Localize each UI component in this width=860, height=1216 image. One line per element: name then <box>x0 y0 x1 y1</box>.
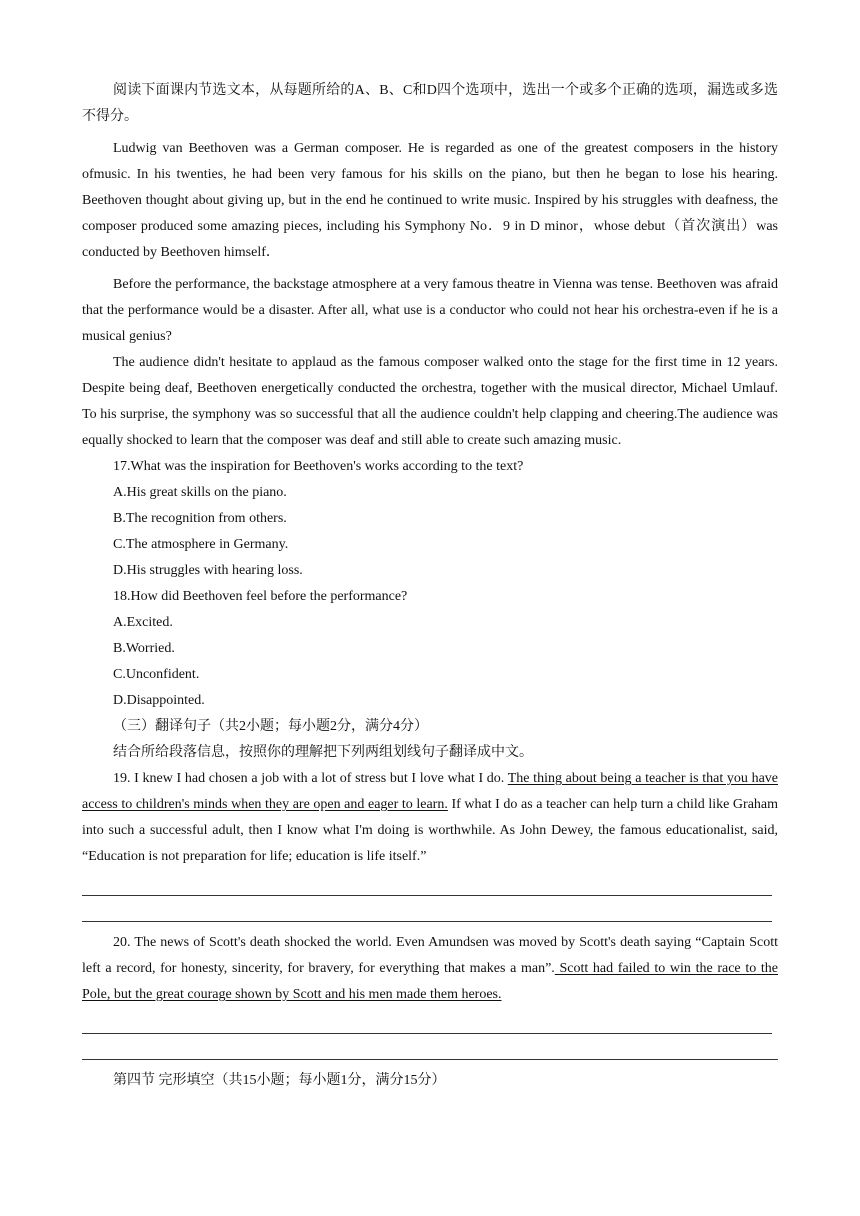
answer-line-20b[interactable] <box>82 1034 778 1060</box>
option-a: A.His great skills on the piano. <box>113 485 287 500</box>
question-stem: 18.How did Beethoven feel before the performance? <box>113 589 408 604</box>
answer-line-20a[interactable] <box>82 1008 772 1034</box>
question-17 <box>82 454 778 584</box>
answer-line-19b[interactable] <box>82 896 772 922</box>
question-20-text <box>82 930 778 1008</box>
section-3-heading: （三）翻译句子（共2小题；每小题2分，满分4分） <box>113 719 428 734</box>
option-a: A.Excited. <box>113 615 173 630</box>
option-b: B.The recognition from others. <box>113 511 287 526</box>
q19-underlined-sentence: The thing about being a teacher is that you have access to children's minds when they are open and eager to learn. <box>82 771 778 812</box>
passage-paragraph-3: The audience didn't hesitate to applaud as the famous composer walked onto the stage for the first time in 12 years. Despite being deaf, Beethoven energetically conducted the orchestra, together with the musical director, Michael Umlauf. To his surprise, the symphony was so successful that all the audience couldn't help clapping and cheering.The audience was equally shocked to learn that the composer was deaf and still able to create such amazing music. <box>82 355 778 448</box>
q20-underlined-sentence: Scott had failed to win the race to the Pole, but the great courage shown by Scott and his men made them heroes. <box>82 961 778 1002</box>
q19-tail-text: If what I do as a teacher can help turn a child like Graham into such a successful adult, then I know what I'm doing is worthwhile. As John Dewey, the famous educationalist, said, “Education is not preparation for life; education is life itself.” <box>82 797 779 864</box>
question-18 <box>82 584 778 714</box>
reading-instruction: 阅读下面课内节选文本，从每题所给的A、B、C和D四个选项中，选出一个或多个正确的选项，漏选或多选不得分。 <box>82 83 778 124</box>
option-c: C.The atmosphere in Germany. <box>113 537 289 552</box>
q19-lead-text: 19. I knew I had chosen a job with a lot of stress but I love what I do. <box>113 771 508 786</box>
section-4-heading: 第四节 完形填空（共15小题；每小题1分，满分15分） <box>113 1073 446 1088</box>
exam-page <box>82 78 778 1094</box>
passage-paragraph-1: Ludwig van Beethoven was a German composer. He is regarded as one of the greatest composers in the history ofmusic. In his twenties, he had been very famous for his skills on the piano, but then he began to lose his hearing. Beethoven thought about giving up, but in the end he continued to write music. Inspired by his struggles with deafness, the composer produced some amazing pieces, including his Symphony No．9 in D minor，whose debut（首次演出）was conducted by Beethoven himself． <box>82 141 778 260</box>
passage-paragraph-2: Before the performance, the backstage atmosphere at a very famous theatre in Vienna was tense. Beethoven was afraid that the performance would be a disaster. After all, what use is a conductor who could not hear his orchestra-even if he is a musical genius? <box>82 277 778 344</box>
question-19-text <box>82 766 778 870</box>
section-3-instruction: 结合所给段落信息，按照你的理解把下列两组划线句子翻译成中文。 <box>113 745 533 760</box>
answer-line-19a[interactable] <box>82 870 772 896</box>
question-stem: 17.What was the inspiration for Beethoven's works according to the text? <box>113 459 524 474</box>
option-d: D.Disappointed. <box>113 693 205 708</box>
option-d: D.His struggles with hearing loss. <box>113 563 303 578</box>
option-b: B.Worried. <box>113 641 175 656</box>
q20-lead-text: 20. The news of Scott's death shocked the world. Even Amundsen was moved by Scott's death saying “Captain Scott left a record, for honesty, sincerity, for bravery, for everything that makes a man”. <box>82 935 778 976</box>
option-c: C.Unconfident. <box>113 667 200 682</box>
